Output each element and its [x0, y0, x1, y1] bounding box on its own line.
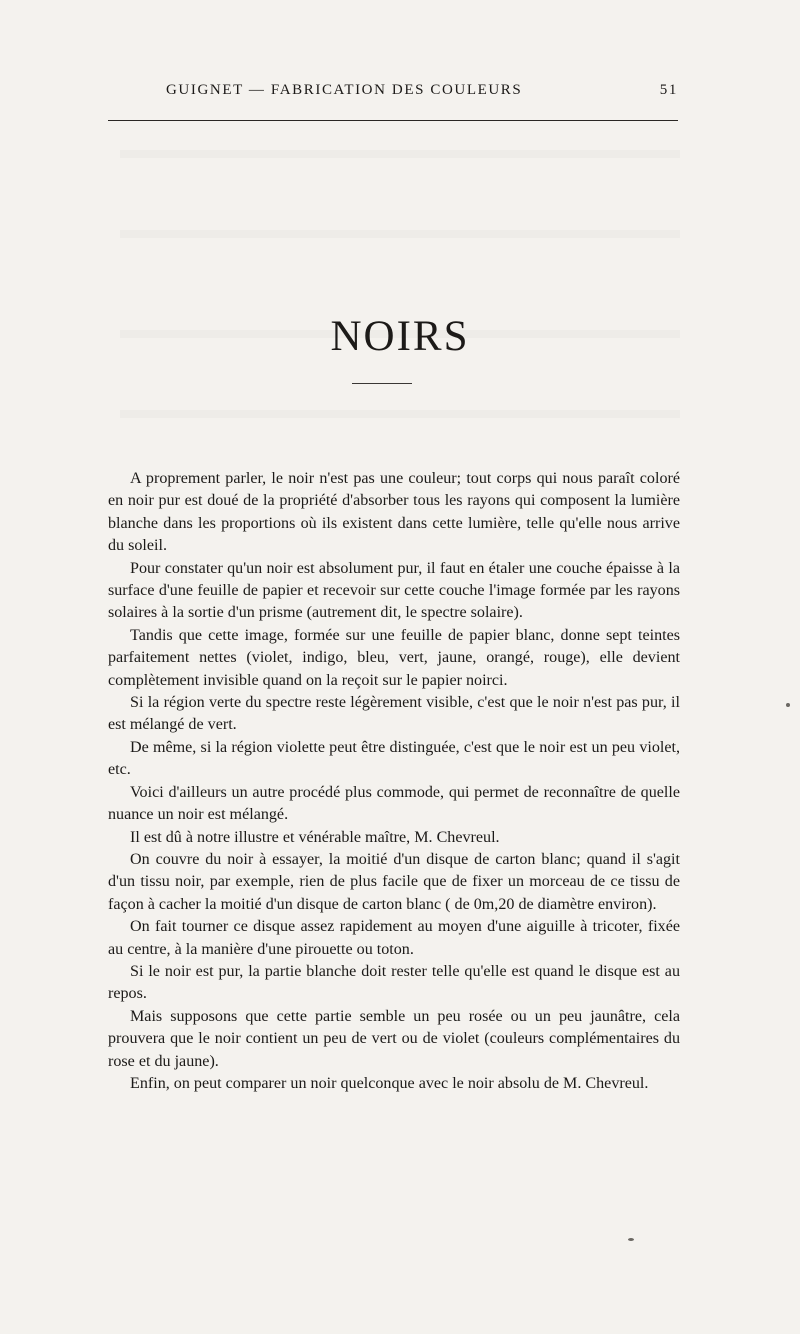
bleed-through-shadow [120, 230, 680, 238]
paragraph: On couvre du noir à essayer, la moitié d'un disque de carton blanc; quand il s'agit d'un tissu noir, par exemple, rien de plus facile que de fixer un morceau de ce tissu de façon à cacher la moitié d'un disque de carton blanc ( de 0m,20 de diamètre environ). [108, 850, 680, 913]
paper-speck [786, 703, 790, 707]
bleed-through-shadow [120, 410, 680, 418]
body-text [108, 468, 680, 1095]
paragraph: On fait tourner ce disque assez rapidement au moyen d'une aiguille à tricoter, fixée au centre, à la manière d'une pirouette ou toton. [108, 918, 680, 958]
paragraph: Pour constater qu'un noir est absolument pur, il faut en étaler une couche épaisse à la surface d'une feuille de papier et recevoir sur cette couche l'image formée par les rayons solaires à la sortie d'un prisme (autrement dit, le spectre solaire). [108, 559, 680, 622]
page-number: 51 [659, 82, 678, 98]
paragraph: Il est dû à notre illustre et vénérable maître, M. Chevreul. [130, 828, 500, 846]
paragraph: Si le noir est pur, la partie blanche doit rester telle qu'elle est quand le disque est au repos. [108, 962, 680, 1003]
bleed-through-shadow [120, 150, 680, 158]
paragraph: Voici d'ailleurs un autre procédé plus commode, qui permet de reconnaître de quelle nuance un noir est mélangé. [108, 783, 680, 824]
paragraph: Mais supposons que cette partie semble un peu rosée ou un peu jaunâtre, cela prouvera que le noir contient un peu de vert ou de violet (couleurs complémentaires du rose et du jaune). [108, 1007, 680, 1070]
running-head [108, 82, 678, 99]
title-divider [352, 383, 412, 384]
section-title: NOIRS [330, 312, 470, 360]
paragraph: De même, si la région violette peut être distinguée, c'est que le noir est un peu violet, etc. [108, 738, 680, 779]
paragraph: Tandis que cette image, formée sur une feuille de papier blanc, donne sept teintes parfaitement nettes (violet, indigo, bleu, vert, jaune, orangé, rouge), elle devient complètement invisible quand on la reçoit sur le papier noirci. [108, 626, 680, 689]
header-rule [108, 120, 678, 121]
running-title: GUIGNET — FABRICATION DES COULEURS [166, 82, 523, 98]
paper-speck [628, 1238, 634, 1241]
paragraph: Enfin, on peut comparer un noir quelconque avec le noir absolu de M. Chevreul. [130, 1074, 649, 1092]
paragraph: Si la région verte du spectre reste légèrement visible, c'est que le noir n'est pas pur, il est mélangé de vert. [108, 694, 680, 734]
paragraph: A proprement parler, le noir n'est pas une couleur; tout corps qui nous paraît coloré en noir pur est doué de la propriété d'absorber tous les rayons qui composent la lumière blanche dans les proportions où ils existent dans cette lumière, telle qu'elle nous arrive du soleil. [108, 470, 680, 555]
